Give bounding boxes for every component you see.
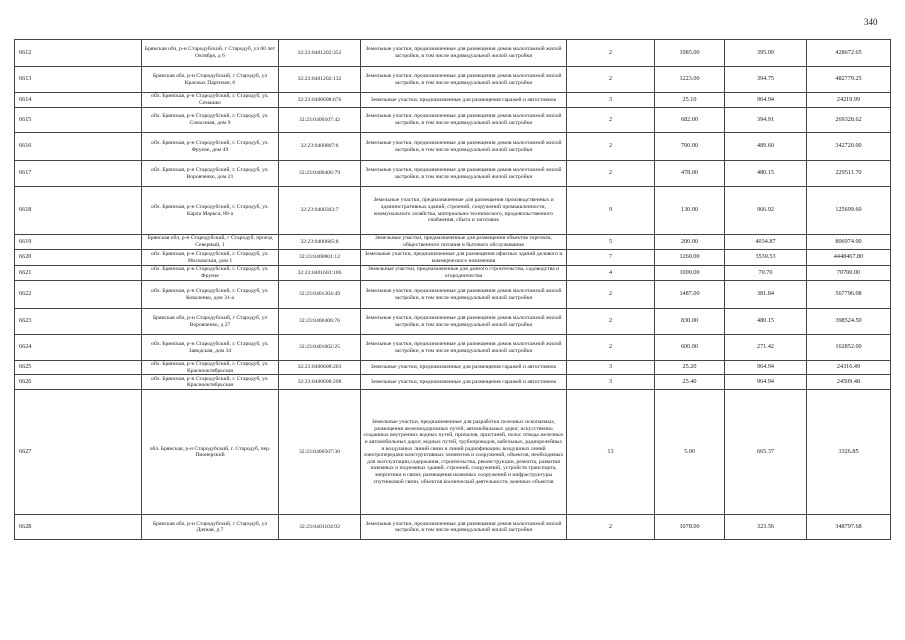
area-cell: 830.00	[655, 309, 725, 335]
table-row	[15, 187, 891, 235]
row-number-cell: 6614	[15, 93, 142, 108]
address-cell: обл. Брянская, р-н Стародубский, г. Стародуб, ул. Коваленко, дом 31-а	[142, 281, 279, 309]
row-number-cell: 6615	[15, 108, 142, 133]
page-number: 340	[864, 17, 878, 27]
row-number-cell: 6616	[15, 133, 142, 161]
cadastral-number-cell: 32:23:0401202:352	[279, 40, 361, 67]
cadastral-value-cell: 229511.70	[807, 161, 891, 187]
land-use-cell: Земельные участки, предназначенные для размещения домов малоэтажной жилой застройки, в том числе индивидуальной жилой застройки	[361, 281, 567, 309]
cadastral-value-cell: 24509.48	[807, 375, 891, 390]
row-number-cell: 6623	[15, 309, 142, 335]
specific-value-cell: 394.75	[725, 67, 807, 93]
row-number-cell: 6627	[15, 390, 142, 515]
row-number-cell: 6621	[15, 266, 142, 281]
row-number-cell: 6618	[15, 187, 142, 235]
address-cell: обл. Брянская, р-н Стародубский, г. Стародуб, пер. Пионерский	[142, 390, 279, 515]
table-row	[15, 133, 891, 161]
specific-value-cell: 964.94	[725, 361, 807, 375]
area-cell: 1000.00	[655, 266, 725, 281]
table-row	[15, 40, 891, 67]
land-use-cell: Земельные участки, предназначенные для размещения домов малоэтажной жилой застройки, в том числе индивидуальной жилой застройки	[361, 515, 567, 540]
address-cell: Брянская обл, р-н Стародубский, г Стародуб, ул Красных Партизан, 6	[142, 67, 279, 93]
land-use-cell: Земельные участки, предназначенные для размещения гаражей и автостоянок	[361, 375, 567, 390]
cadastral-number-cell: 32:23:0400406:79	[279, 161, 361, 187]
row-number-cell: 6613	[15, 67, 142, 93]
cadastral-value-cell: 348797.68	[807, 515, 891, 540]
land-use-cell: Земельные участки, предназначенные для дачного строительства, садоводства и огородничества	[361, 266, 567, 281]
cadastral-number-cell: 32:23:0400801:12	[279, 250, 361, 266]
land-use-cell: Земельные участки, предназначенные для размещения домов малоэтажной жилой застройки, в том числе индивидуальной жилой застройки	[361, 133, 567, 161]
table-row	[15, 108, 891, 133]
area-cell: 25.10	[655, 93, 725, 108]
table-row	[15, 281, 891, 309]
area-cell: 600.00	[655, 335, 725, 361]
row-number-cell: 6612	[15, 40, 142, 67]
cadastral-value-cell: 162852.00	[807, 335, 891, 361]
table-row	[15, 375, 891, 390]
cadastral-value-cell: 342720.00	[807, 133, 891, 161]
use-group-cell: 2	[567, 67, 655, 93]
use-group-cell: 3	[567, 93, 655, 108]
address-cell: обл. Брянская, р-н Стародубский, г. Стародуб, ул. Семашко	[142, 93, 279, 108]
address-cell: обл. Брянская, р-н Стародубский, г. Стародуб, ул. Краснооктябрьская	[142, 361, 279, 375]
specific-value-cell: 323.56	[725, 515, 807, 540]
use-group-cell: 2	[567, 108, 655, 133]
area-cell: 700.00	[655, 133, 725, 161]
area-cell: 1260.00	[655, 250, 725, 266]
area-cell: 1223.00	[655, 67, 725, 93]
row-number-cell: 6622	[15, 281, 142, 309]
table-row	[15, 390, 891, 515]
cadastral-number-cell: 32:23:0401104:92	[279, 515, 361, 540]
address-cell: обл. Брянская, р-н Стародубский, г. Стародуб, ул. Заводская, дом 34	[142, 335, 279, 361]
table-row	[15, 361, 891, 375]
land-use-cell: Земельные участки, предназначенные для размещения домов малоэтажной жилой застройки, в том числе индивидуальной жилой застройки	[361, 309, 567, 335]
use-group-cell: 2	[567, 335, 655, 361]
cadastral-number-cell: 32:23:0401603:106	[279, 266, 361, 281]
use-group-cell: 13	[567, 390, 655, 515]
address-cell: обл. Брянская, р-н Стародубский, г. Стародуб, ул. Воровченко, дом 21	[142, 161, 279, 187]
row-number-cell: 6624	[15, 335, 142, 361]
specific-value-cell: 395.09	[725, 40, 807, 67]
address-cell: обл. Брянская, р-н Стародубский, г. Стародуб, ул. Совхозная, дом 9	[142, 108, 279, 133]
cadastral-number-cell: 32:23:0400605:8	[279, 235, 361, 250]
cadastral-value-cell: 125699.60	[807, 187, 891, 235]
table-row	[15, 309, 891, 335]
specific-value-cell: 489.60	[725, 133, 807, 161]
use-group-cell: 2	[567, 133, 655, 161]
specific-value-cell: 271.42	[725, 335, 807, 361]
use-group-cell: 3	[567, 375, 655, 390]
cadastral-value-cell: 398524.50	[807, 309, 891, 335]
area-cell: 1085.00	[655, 40, 725, 67]
land-use-cell: Земельные участки, предназначенные для размещения гаражей и автостоянок	[361, 93, 567, 108]
area-cell: 25.40	[655, 375, 725, 390]
table-row	[15, 67, 891, 93]
address-cell: Брянская обл, р-н Стародубский, г Стародуб, ул Дачная, д 7	[142, 515, 279, 540]
address-cell: обл. Брянская, р-н Стародубский, г. Стародуб, ул. Московская, дом 1	[142, 250, 279, 266]
cadastral-number-cell: 32:23:0400807:6	[279, 133, 361, 161]
use-group-cell: 2	[567, 40, 655, 67]
use-group-cell: 7	[567, 250, 655, 266]
land-use-cell: Земельные участки, предназначенные для размещения домов малоэтажной жилой застройки, в том числе индивидуальной жилой застройки	[361, 335, 567, 361]
cadastral-value-cell: 70700.00	[807, 266, 891, 281]
cadastral-number-cell: 32:23:0400608:203	[279, 361, 361, 375]
specific-value-cell: 964.94	[725, 93, 807, 108]
row-number-cell: 6626	[15, 375, 142, 390]
specific-value-cell: 3530.53	[725, 250, 807, 266]
specific-value-cell: 665.37	[725, 390, 807, 515]
address-cell: Брянская обл, р-н Стародубский, г Стародуб, ул Воровченко, д 27	[142, 309, 279, 335]
area-cell: 200.00	[655, 235, 725, 250]
cadastral-number-cell: 32:23:0400303:7	[279, 187, 361, 235]
cadastral-number-cell: 32:23:0401002:25	[279, 335, 361, 361]
specific-value-cell: 480.15	[725, 309, 807, 335]
table-row	[15, 161, 891, 187]
use-group-cell: 2	[567, 309, 655, 335]
table-row	[15, 235, 891, 250]
table-row	[15, 250, 891, 266]
specific-value-cell: 480.15	[725, 161, 807, 187]
cadastral-value-cell: 24316.49	[807, 361, 891, 375]
use-group-cell: 3	[567, 361, 655, 375]
land-use-cell: Земельные участки, предназначенные для разработки полезных ископаемых, размещения железнодорожных путей, автомобильных дорог, искусственно созданных внутренних водных путей, причалов, пристаней, полос отвода железных и автомобильных дорог, водных путей, трубопроводов, кабельных, радиорелейных и воздушных линий связи и линий радиофикации, воздушных линий электропередачи конструктивных элементов и сооружений, объектов, необходимых для эксплуатации,содержания, строительства, реконструкции, ремонта, развития наземных и подземных зданий, строений, сооружений, устройств транспорта, энергетики и связи; размещения наземных сооружений и инфраструктуры спутниковой связи, объектов космической деятельности, военных объектов	[361, 390, 567, 515]
land-use-cell: Земельные участки, предназначенные для размещения гаражей и автостоянок	[361, 361, 567, 375]
cadastral-value-cell: 24219.99	[807, 93, 891, 108]
table-row	[15, 515, 891, 540]
row-number-cell: 6617	[15, 161, 142, 187]
area-cell: 130.00	[655, 187, 725, 235]
use-group-cell: 2	[567, 161, 655, 187]
cadastral-number-cell: 32:23:0400107:42	[279, 108, 361, 133]
area-cell: 682.00	[655, 108, 725, 133]
cadastral-value-cell: 428672.65	[807, 40, 891, 67]
row-number-cell: 6628	[15, 515, 142, 540]
table-row	[15, 335, 891, 361]
table-row	[15, 93, 891, 108]
use-group-cell: 4	[567, 266, 655, 281]
area-cell: 478.00	[655, 161, 725, 187]
land-use-cell: Земельные участки, предназначенные для размещения офисных зданий делового и коммерческого назначения	[361, 250, 567, 266]
address-cell: обл. Брянская, р-н Стародубский, г. Стародуб, ул. Фрунзе, дом 49	[142, 133, 279, 161]
land-use-cell: Земельные участки, предназначенные для размещения домов малоэтажной жилой застройки, в том числе индивидуальной жилой застройки	[361, 67, 567, 93]
address-cell: обл. Брянская, р-н Стародубский, г. Стародуб, ул. Карла Маркса, 80-а	[142, 187, 279, 235]
cadastral-value-cell: 482779.25	[807, 67, 891, 93]
use-group-cell: 2	[567, 281, 655, 309]
land-use-cell: Земельные участки, предназначенные для размещения домов малоэтажной жилой застройки, в том числе индивидуальной жилой застройки	[361, 161, 567, 187]
cadastral-value-cell: 269328.62	[807, 108, 891, 133]
land-use-cell: Земельные участки, предназначенные для размещения производственных и административных зданий, строений, сооружений промышленности, коммунального хозяйства, материально-технического, продовольственного снабжения, сбыта и заготовок	[361, 187, 567, 235]
address-cell: Брянская обл, р-н Стародубский, г Стародуб, проезд Северный, 1	[142, 235, 279, 250]
area-cell: 25.20	[655, 361, 725, 375]
specific-value-cell: 394.91	[725, 108, 807, 133]
cadastral-number-cell: 32:23:0401202:132	[279, 67, 361, 93]
land-use-cell: Земельные участки, предназначенные для размещения объектов торговли, общественного питания и бытового обслуживания	[361, 235, 567, 250]
row-number-cell: 6619	[15, 235, 142, 250]
land-use-cell: Земельные участки, предназначенные для размещения домов малоэтажной жилой застройки, в том числе индивидуальной жилой застройки	[361, 40, 567, 67]
address-cell: Брянская обл, р-н Стародубский, г Стародуб, ул 60 лет Октября, д 6	[142, 40, 279, 67]
area-cell: 1078.00	[655, 515, 725, 540]
cadastral-value-cell: 567796.08	[807, 281, 891, 309]
area-cell: 5.00	[655, 390, 725, 515]
cadastral-number-cell: 32:23:0400608:676	[279, 93, 361, 108]
use-group-cell: 5	[567, 235, 655, 250]
cadastral-number-cell: 32:23:0401304:49	[279, 281, 361, 309]
cadastral-value-cell: 3326.85	[807, 390, 891, 515]
use-group-cell: 2	[567, 515, 655, 540]
cadastral-number-cell: 32:23:0400608:298	[279, 375, 361, 390]
row-number-cell: 6625	[15, 361, 142, 375]
specific-value-cell: 4034.87	[725, 235, 807, 250]
cadastral-value-cell: 4448467.80	[807, 250, 891, 266]
cadastral-value-table	[14, 39, 891, 540]
specific-value-cell: 70.70	[725, 266, 807, 281]
specific-value-cell: 966.92	[725, 187, 807, 235]
address-cell: обл. Брянская, р-н Стародубский, г. Стародуб, ул. Фрунзе	[142, 266, 279, 281]
specific-value-cell: 964.94	[725, 375, 807, 390]
land-use-cell: Земельные участки, предназначенные для размещения домов малоэтажной жилой застройки, в том числе индивидуальной жилой застройки	[361, 108, 567, 133]
address-cell: обл. Брянская, р-н Стародубский, г. Стародуб, ул. Краснооктябрьская	[142, 375, 279, 390]
specific-value-cell: 381.84	[725, 281, 807, 309]
use-group-cell: 9	[567, 187, 655, 235]
cadastral-number-cell: 32:23:0400406:76	[279, 309, 361, 335]
cadastral-number-cell: 32:23:0400507:30	[279, 390, 361, 515]
row-number-cell: 6620	[15, 250, 142, 266]
table-row	[15, 266, 891, 281]
cadastral-value-cell: 806974.00	[807, 235, 891, 250]
area-cell: 1487.00	[655, 281, 725, 309]
